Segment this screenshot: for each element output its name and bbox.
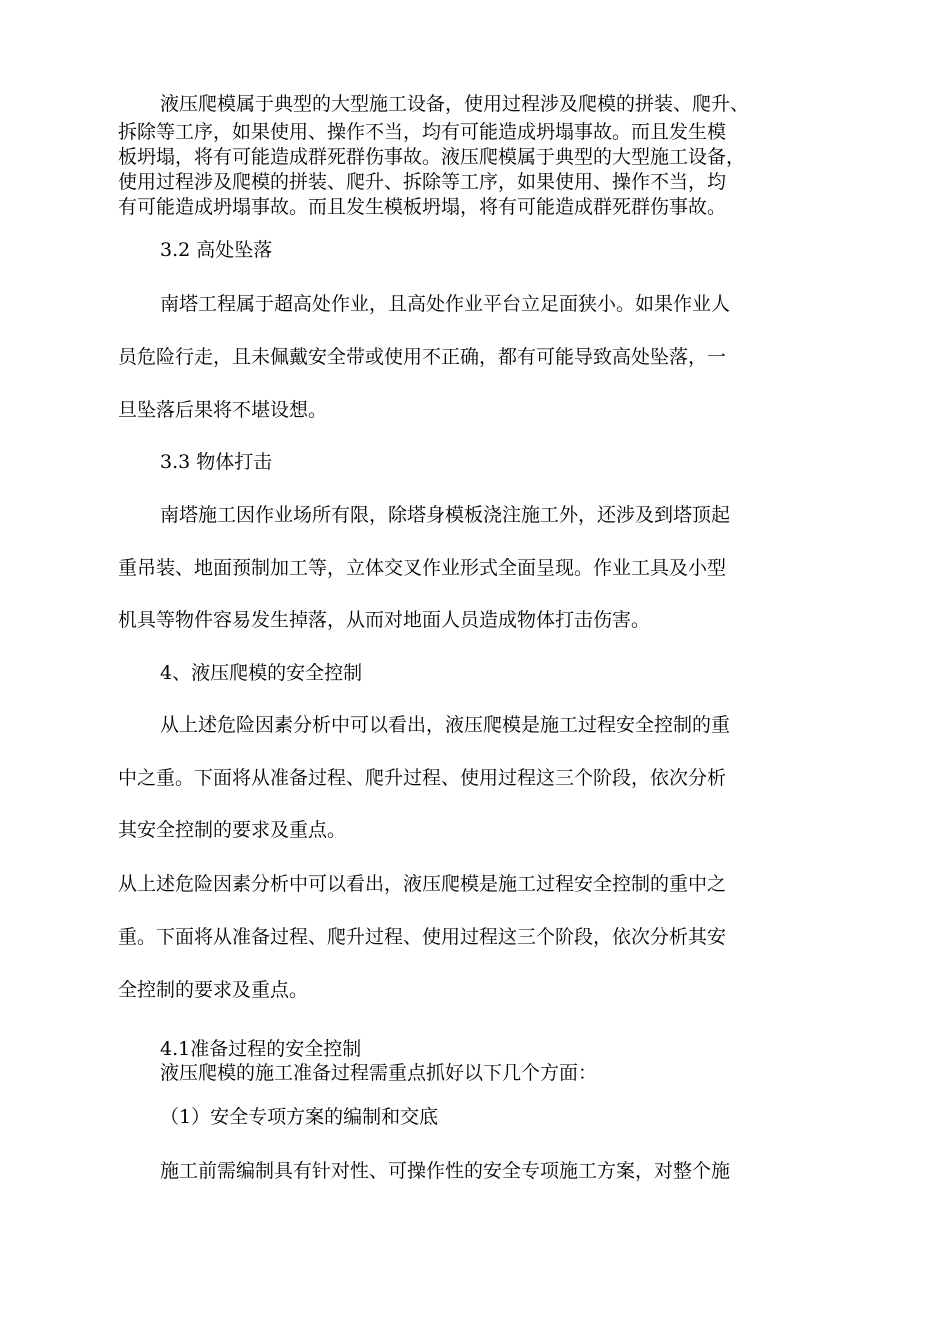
section-heading: 3.2 高处坠落: [160, 239, 273, 261]
paragraph-line: 从上述危险因素分析中可以看出，液压爬模是施工过程安全控制的重中之: [118, 873, 727, 895]
section-heading: 3.3 物体打击: [160, 451, 273, 473]
paragraph-line: 中之重。下面将从准备过程、爬升过程、使用过程这三个阶段，依次分析: [118, 767, 727, 789]
paragraph-line: 使用过程涉及爬模的拼装、爬升、拆除等工序，如果使用、操作不当，均: [118, 171, 727, 193]
paragraph-line: 旦坠落后果将不堪设想。: [118, 399, 328, 421]
paragraph-line: 机具等物件容易发生掉落，从而对地面人员造成物体打击伤害。: [118, 609, 651, 631]
paragraph-line: 液压爬模的施工准备过程需重点抓好以下几个方面：: [160, 1062, 598, 1084]
list-item: （1）安全专项方案的编制和交底: [160, 1106, 439, 1128]
paragraph-line: 液压爬模属于典型的大型施工设备，使用过程涉及爬模的拼装、爬升、: [160, 93, 750, 115]
paragraph-line: 重。下面将从准备过程、爬升过程、使用过程这三个阶段，依次分析其安: [118, 926, 727, 948]
paragraph-line: 施工前需编制具有针对性、可操作性的安全专项施工方案，对整个施: [160, 1160, 731, 1182]
paragraph-line: 有可能造成坍塌事故。而且发生模板坍塌，将有可能造成群死群伤事故。: [118, 196, 727, 218]
paragraph-line: 其安全控制的要求及重点。: [118, 819, 347, 841]
paragraph-line: 南塔工程属于超高处作业，且高处作业平台立足面狭小。如果作业人: [160, 293, 731, 315]
paragraph-line: 员危险行走，且未佩戴安全带或使用不正确，都有可能导致高处坠落，一: [118, 346, 727, 368]
paragraph-line: 板坍塌，将有可能造成群死群伤事故。液压爬模属于典型的大型施工设备，: [118, 146, 746, 168]
paragraph-line: 全控制的要求及重点。: [118, 979, 309, 1001]
paragraph-line: 从上述危险因素分析中可以看出，液压爬模是施工过程安全控制的重: [160, 714, 731, 736]
paragraph-line: 南塔施工因作业场所有限，除塔身模板浇注施工外，还涉及到塔顶起: [160, 504, 731, 526]
section-heading: 4.1准备过程的安全控制: [160, 1038, 362, 1060]
paragraph-line: 拆除等工序，如果使用、操作不当，均有可能造成坍塌事故。而且发生模: [118, 121, 727, 143]
paragraph-line: 重吊装、地面预制加工等，立体交叉作业形式全面呈现。作业工具及小型: [118, 557, 727, 579]
section-heading: 4、液压爬模的安全控制: [160, 662, 363, 684]
